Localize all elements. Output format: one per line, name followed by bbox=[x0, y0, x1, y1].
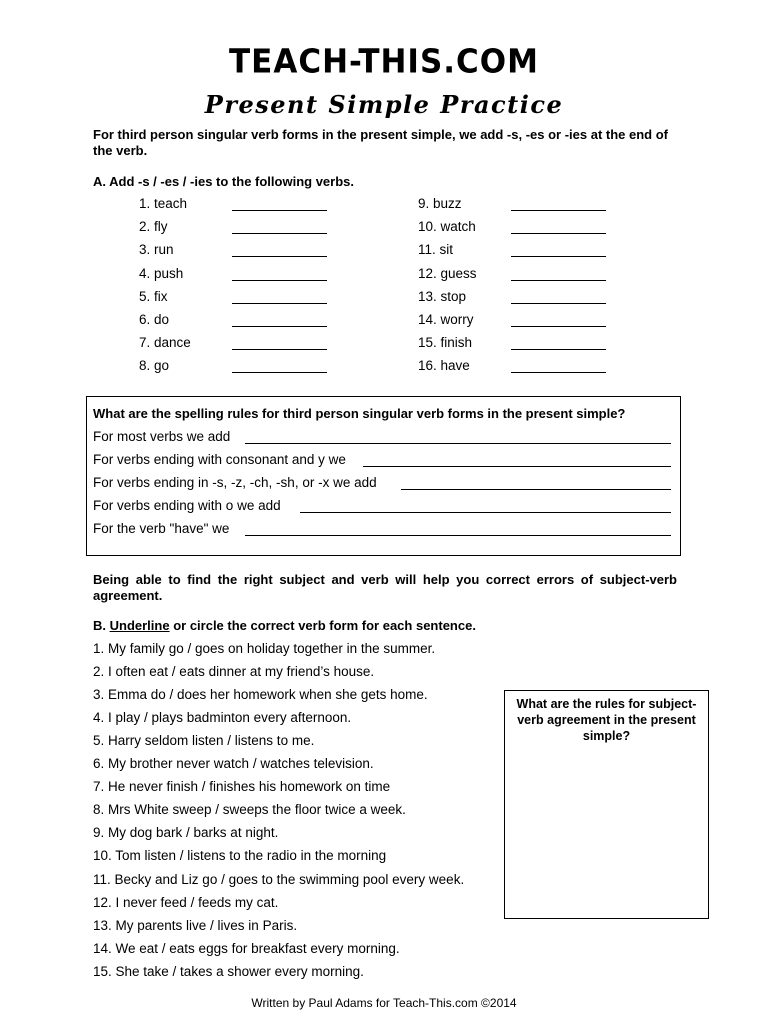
answer-blank[interactable] bbox=[511, 280, 606, 281]
answer-blank[interactable] bbox=[232, 256, 327, 257]
rule-answer-line[interactable] bbox=[245, 443, 671, 444]
sentence-item[interactable]: 6. My brother never watch / watches television. bbox=[93, 756, 374, 771]
spelling-rules-question: What are the spelling rules for third person singular verb forms in the present simple? bbox=[93, 406, 626, 421]
rule-answer-line[interactable] bbox=[245, 535, 671, 536]
site-title: TEACH-THIS.COM bbox=[229, 43, 539, 81]
sentence-item[interactable]: 11. Becky and Liz go / goes to the swimming pool every week. bbox=[93, 872, 465, 887]
sentence-item[interactable]: 13. My parents live / lives in Paris. bbox=[93, 918, 298, 933]
sentence-item[interactable]: 4. I play / plays badminton every afternoon. bbox=[93, 710, 352, 725]
verb-item: 14. worry bbox=[418, 312, 474, 327]
verb-item: 11. sit bbox=[418, 242, 454, 257]
verb-item: 8. go bbox=[139, 358, 170, 373]
verb-item: 3. run bbox=[139, 242, 174, 257]
answer-blank[interactable] bbox=[511, 372, 606, 373]
sentence-item[interactable]: 7. He never finish / finishes his homework on time bbox=[93, 779, 391, 794]
verb-item: 12. guess bbox=[418, 266, 477, 281]
answer-blank[interactable] bbox=[511, 326, 606, 327]
rule-answer-line[interactable] bbox=[363, 466, 671, 467]
verb-item: 9. buzz bbox=[418, 196, 462, 211]
rule-prompt: For verbs ending in -s, -z, -ch, -sh, or -x we add bbox=[93, 475, 377, 490]
rule-prompt: For the verb "have" we bbox=[93, 521, 230, 536]
section-b-heading: B. Underline or circle the correct verb form for each sentence. bbox=[93, 618, 476, 633]
sentence-item[interactable]: 8. Mrs White sweep / sweeps the floor twice a week. bbox=[93, 802, 406, 817]
verb-item: 1. teach bbox=[139, 196, 188, 211]
answer-blank[interactable] bbox=[511, 349, 606, 350]
answer-blank[interactable] bbox=[232, 233, 327, 234]
answer-blank[interactable] bbox=[232, 210, 327, 211]
verb-item: 4. push bbox=[139, 266, 184, 281]
agreement-rules-question: What are the rules for subject-verb agreement in the present simple? bbox=[516, 697, 697, 743]
answer-blank[interactable] bbox=[232, 303, 327, 304]
answer-blank[interactable] bbox=[232, 326, 327, 327]
sentence-item[interactable]: 15. She take / takes a shower every morning. bbox=[93, 964, 364, 979]
section-a-heading: A. Add -s / -es / -ies to the following verbs. bbox=[93, 174, 354, 189]
answer-blank[interactable] bbox=[511, 303, 606, 304]
verb-item: 6. do bbox=[139, 312, 170, 327]
rule-answer-line[interactable] bbox=[300, 512, 671, 513]
answer-blank[interactable] bbox=[232, 349, 327, 350]
footer-credit: Written by Paul Adams for Teach-This.com ©2014 bbox=[251, 996, 517, 1010]
verb-item: 2. fly bbox=[139, 219, 168, 234]
rule-answer-line[interactable] bbox=[401, 489, 671, 490]
sentence-item[interactable]: 9. My dog bark / barks at night. bbox=[93, 825, 279, 840]
verb-item: 10. watch bbox=[418, 219, 476, 234]
answer-blank[interactable] bbox=[232, 280, 327, 281]
answer-blank[interactable] bbox=[511, 210, 606, 211]
rule-prompt: For verbs ending with consonant and y we bbox=[93, 452, 346, 467]
agreement-text: Being able to find the right subject and verb will help you correct errors of subject-verb agreement. bbox=[93, 572, 677, 603]
answer-blank[interactable] bbox=[232, 372, 327, 373]
sentence-item[interactable]: 5. Harry seldom listen / listens to me. bbox=[93, 733, 315, 748]
sentence-item[interactable]: 2. I often eat / eats dinner at my friend’s house. bbox=[93, 664, 375, 679]
verb-item: 16. have bbox=[418, 358, 470, 373]
rule-prompt: For most verbs we add bbox=[93, 429, 231, 444]
verb-item: 5. fix bbox=[139, 289, 168, 304]
verb-item: 15. finish bbox=[418, 335, 473, 350]
worksheet-title: Present Simple Practice bbox=[204, 90, 564, 119]
sentence-item[interactable]: 12. I never feed / feeds my cat. bbox=[93, 895, 279, 910]
intro-text: For third person singular verb forms in the present simple, we add -s, -es or -ies at the end of the verb. bbox=[93, 127, 668, 158]
verb-item: 7. dance bbox=[139, 335, 191, 350]
verb-item: 13. stop bbox=[418, 289, 467, 304]
answer-blank[interactable] bbox=[511, 256, 606, 257]
answer-blank[interactable] bbox=[511, 233, 606, 234]
sentence-item[interactable]: 14. We eat / eats eggs for breakfast every morning. bbox=[93, 941, 400, 956]
rule-prompt: For verbs ending with o we add bbox=[93, 498, 281, 513]
sentence-item[interactable]: 10. Tom listen / listens to the radio in the morning bbox=[93, 848, 387, 863]
sentence-item[interactable]: 3. Emma do / does her homework when she gets home. bbox=[93, 687, 428, 702]
sentence-item[interactable]: 1. My family go / goes on holiday together in the summer. bbox=[93, 641, 436, 656]
